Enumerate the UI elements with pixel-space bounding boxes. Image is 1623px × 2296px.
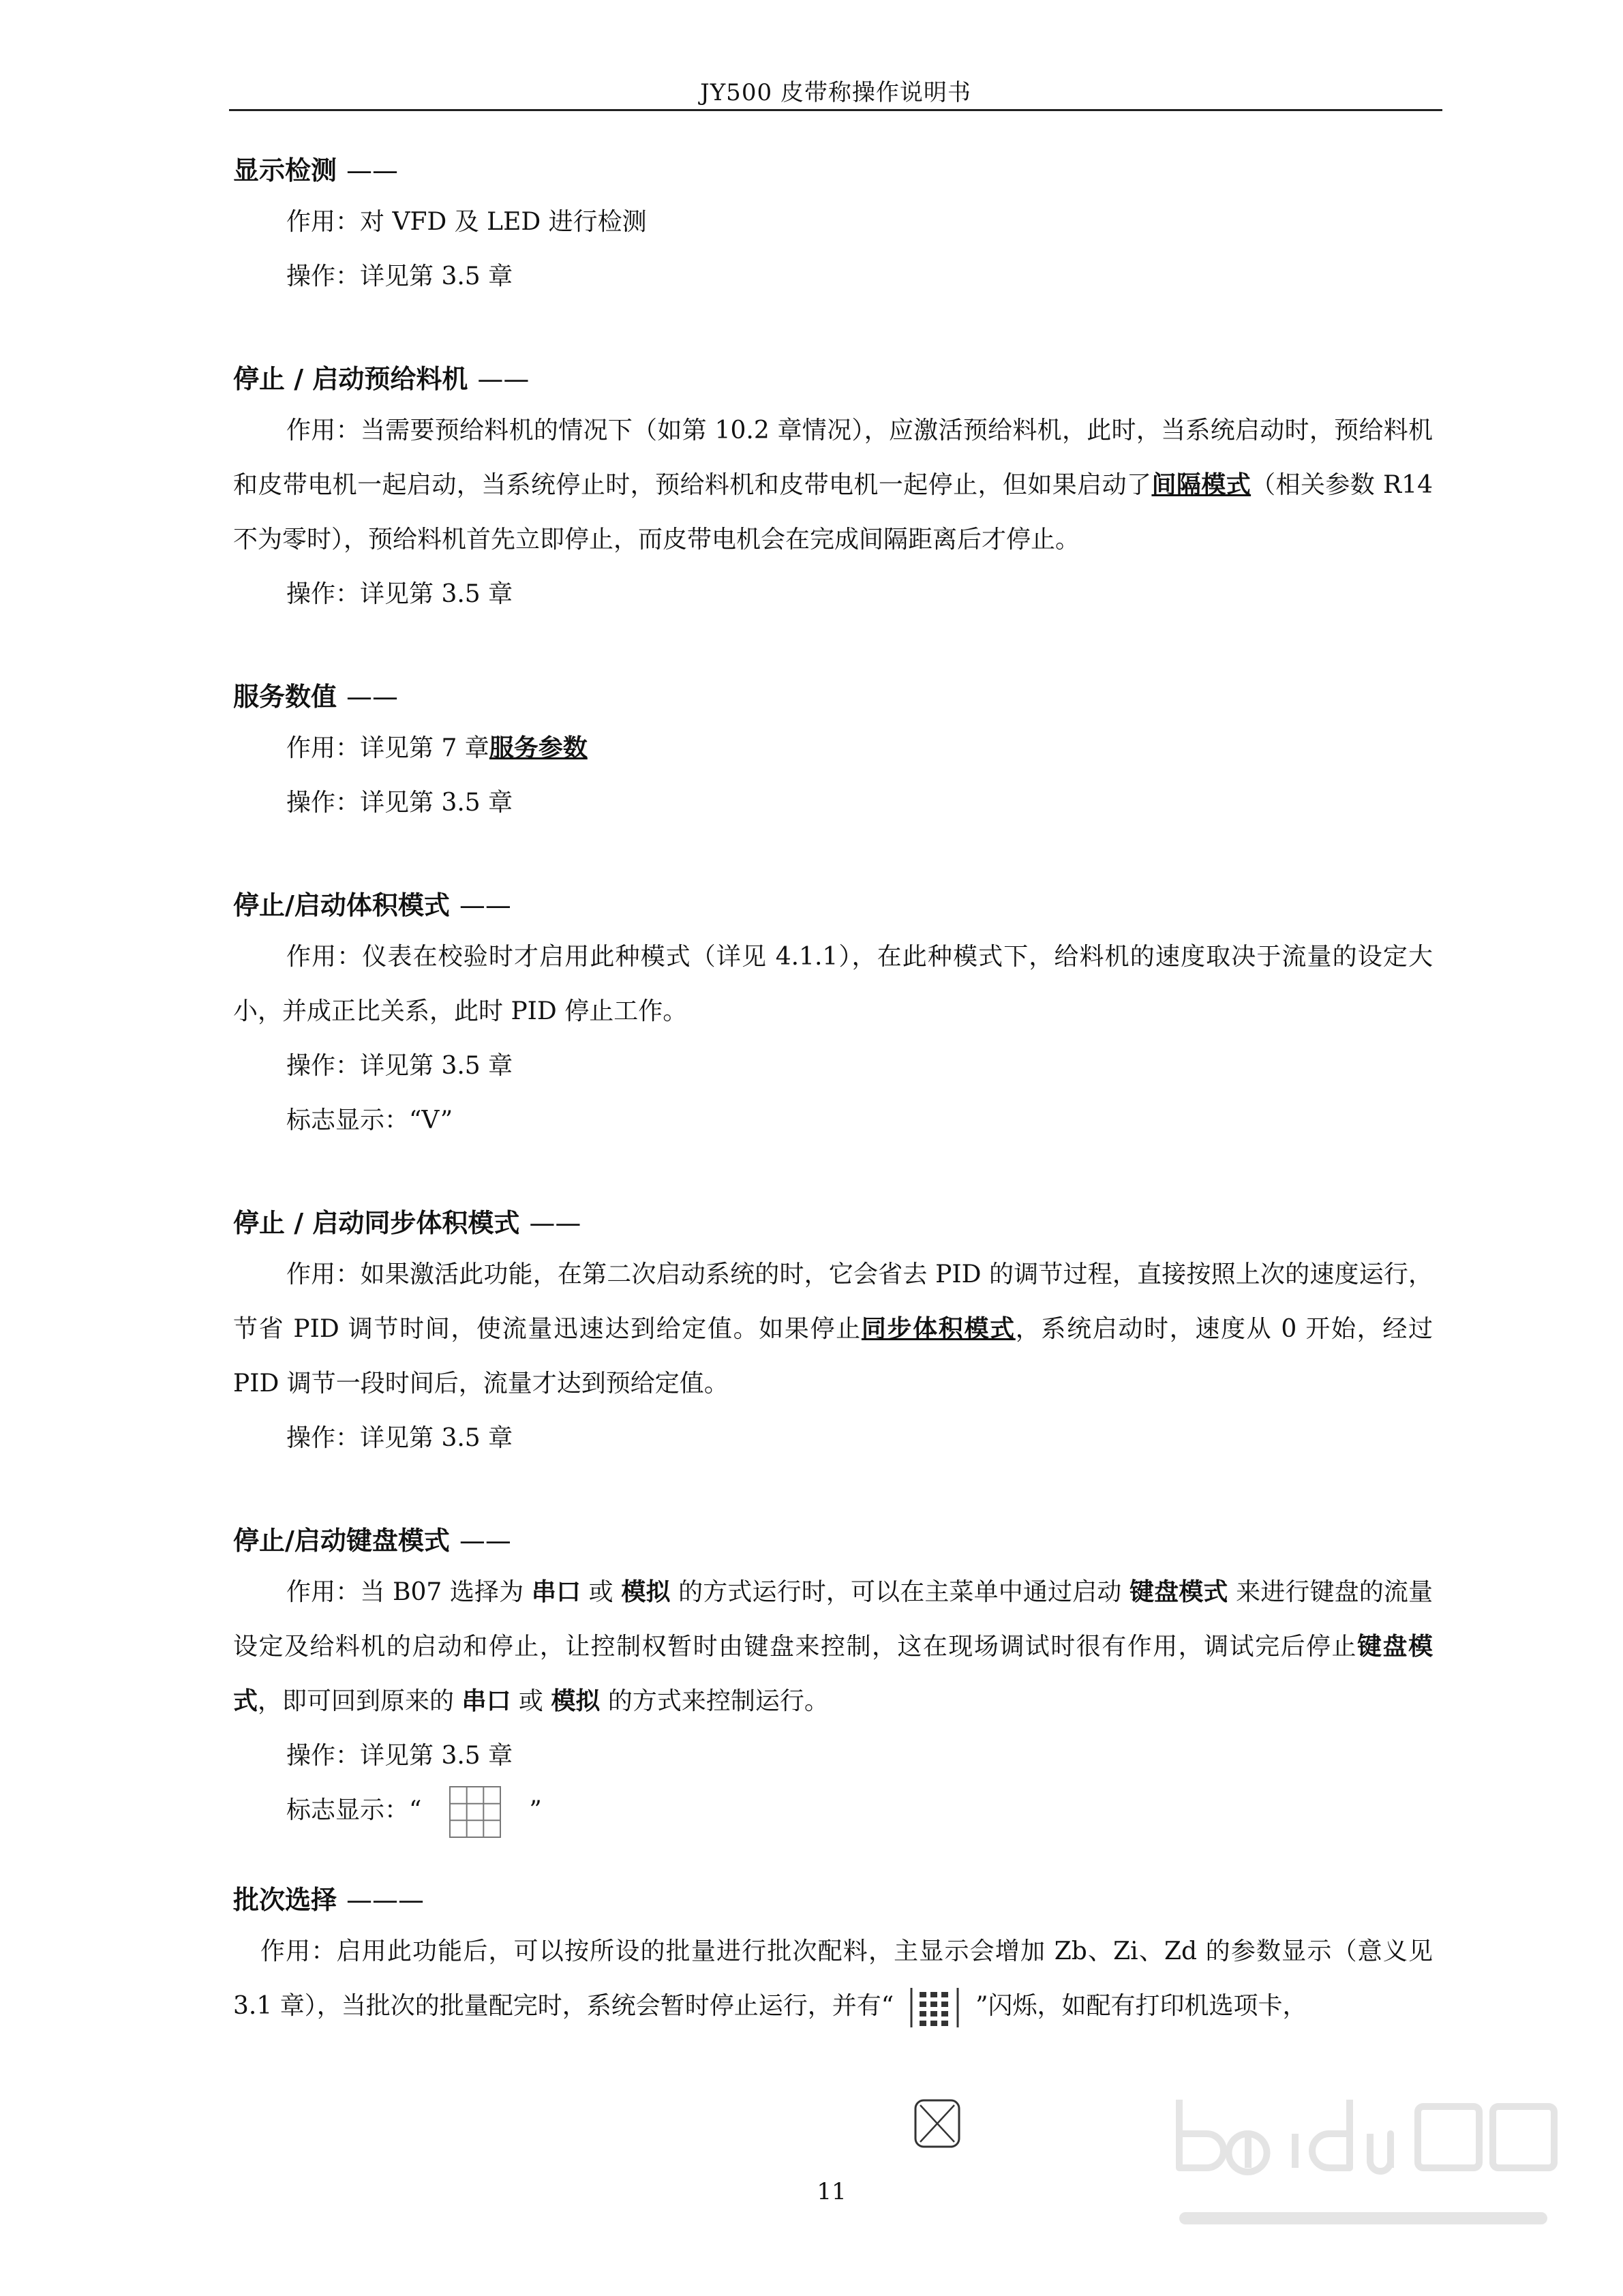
section-heading: 停止 / 启动预给料机 ——	[233, 364, 530, 394]
section-heading: 停止 / 启动同步体积模式 ——	[233, 1208, 581, 1238]
operation-line: 操作：详见第 3.5 章	[286, 1424, 513, 1452]
purpose-paragraph: 作用：当 B07 选择为 串口 或 模拟 的方式运行时，可以在主菜单中通过启动 键盘模式 来进行键盘的流量设定及给料机的启动和停止，让控制权暂时由键盘来控制，这在现场调试时很有作用，调试完后停止键盘模式，即可回到原来的 串口 或 模拟 的方式来控制运行。	[233, 1578, 1433, 1715]
flag-line: 标志显示：“ ”	[233, 1783, 1433, 1839]
header-rule	[229, 109, 1442, 111]
purpose-paragraph: 作用：启用此功能后，可以按所设的批量进行批次配料，主显示会增加 Zb、Zi、Zd 的参数显示（意义见 3.1 章），当批次的批量配完时，系统会暂时停止运行，并有“ ”闪烁，如配有打印机选项卡，	[233, 1924, 1433, 2034]
operation-line: 操作：详见第 3.5 章	[286, 789, 513, 817]
operation-line: 操作：详见第 3.5 章	[286, 262, 513, 290]
keypad-grid-icon	[449, 1785, 502, 1839]
service-params-link: 服务参数	[489, 734, 588, 762]
interval-mode-link: 间隔模式	[1151, 471, 1252, 499]
section-service-values	[233, 676, 1433, 830]
sync-volume-mode-link: 同步体积模式	[861, 1315, 1016, 1343]
section-heading: 停止/启动键盘模式 ——	[233, 1526, 511, 1556]
section-heading: 停止/启动体积模式 ——	[233, 890, 511, 920]
purpose-line: 作用：详见第 7 章服务参数	[286, 734, 588, 762]
section-volume-mode	[233, 885, 1433, 1148]
purpose-paragraph: 作用：如果激活此功能，在第二次启动系统的时，它会省去 PID 的调节过程，直接按照上次的速度运行，节省 PID 调节时间，使流量迅速达到给定值。如果停止同步体积模式，系统启动时，速度从 0 开始，经过 PID 调节一段时间后，流量才达到预给定值。	[233, 1260, 1433, 1398]
flag-line: 标志显示：“V”	[286, 1106, 453, 1134]
section-keyboard-mode	[233, 1520, 1433, 1839]
batch-bars-icon	[910, 1987, 959, 2029]
operation-line: 操作：详见第 3.5 章	[286, 1052, 513, 1080]
section-batch-select	[233, 1879, 1433, 2034]
x-box-icon	[913, 2098, 961, 2149]
document-body	[233, 150, 1433, 2088]
section-heading: 批次选择 ———	[233, 1885, 425, 1915]
section-display-test	[233, 150, 1433, 304]
purpose-paragraph: 作用：仪表在校验时才启用此种模式（详见 4.1.1），在此种模式下，给料机的速度取决于流量的设定大小，并成正比关系，此时 PID 停止工作。	[233, 943, 1433, 1025]
document-header: JY500 皮带称操作说明书	[700, 79, 971, 106]
purpose-paragraph: 作用：当需要预给料机的情况下（如第 10.2 章情况），应激活预给料机，此时，当系统启动时，预给料机和皮带电机一起启动，当系统停止时，预给料机和皮带电机一起停止，但如果启动了间隔模式（相关参数 R14 不为零时），预给料机首先立即停止，而皮带电机会在完成间隔距离后才停止。	[233, 417, 1433, 554]
section-pre-feeder	[233, 359, 1433, 622]
page-number: 11	[817, 2178, 847, 2205]
purpose-line: 作用：对 VFD 及 LED 进行检测	[286, 208, 647, 236]
baidu-jingyan-watermark-logo	[1152, 2059, 1575, 2263]
section-sync-volume-mode	[233, 1203, 1433, 1466]
section-heading: 显示检测 ——	[233, 155, 399, 185]
operation-line: 操作：详见第 3.5 章	[286, 580, 513, 608]
section-heading: 服务数值 ——	[233, 682, 399, 712]
operation-line: 操作：详见第 3.5 章	[286, 1742, 513, 1770]
